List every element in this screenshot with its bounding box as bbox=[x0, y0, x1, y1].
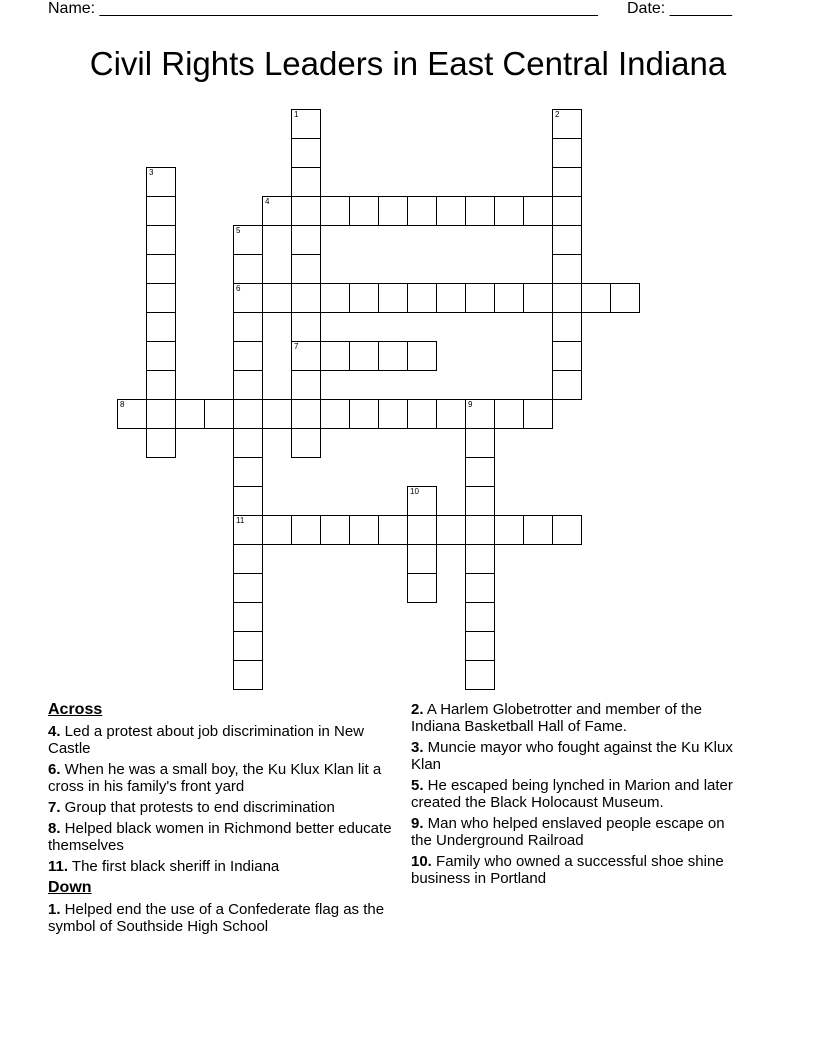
clue-number-label: 9. bbox=[411, 815, 424, 832]
grid-cell[interactable] bbox=[233, 370, 263, 400]
grid-cell[interactable] bbox=[146, 312, 176, 342]
grid-cell[interactable] bbox=[233, 486, 263, 516]
grid-cell[interactable] bbox=[552, 254, 582, 284]
grid-cell[interactable] bbox=[146, 283, 176, 313]
grid-cell[interactable] bbox=[175, 399, 205, 429]
grid-cell[interactable] bbox=[465, 457, 495, 487]
clue-number: 11 bbox=[236, 516, 245, 525]
clue-number-label: 8. bbox=[48, 820, 61, 837]
grid-cell[interactable] bbox=[291, 196, 321, 226]
grid-cell[interactable] bbox=[465, 515, 495, 545]
grid-cell[interactable] bbox=[320, 283, 350, 313]
grid-cell[interactable] bbox=[233, 660, 263, 690]
grid-cell[interactable] bbox=[291, 109, 321, 139]
grid-cell[interactable] bbox=[436, 196, 466, 226]
clue-item bbox=[411, 853, 741, 887]
grid-cell[interactable] bbox=[407, 573, 437, 603]
clue-item bbox=[411, 739, 741, 773]
grid-cell[interactable] bbox=[378, 196, 408, 226]
grid-cell[interactable] bbox=[233, 399, 263, 429]
grid-cell[interactable] bbox=[320, 515, 350, 545]
grid-cell[interactable] bbox=[146, 399, 176, 429]
grid-cell[interactable] bbox=[378, 283, 408, 313]
grid-cell[interactable] bbox=[581, 283, 611, 313]
grid-cell[interactable] bbox=[320, 341, 350, 371]
grid-cell[interactable] bbox=[262, 515, 292, 545]
grid-cell[interactable] bbox=[146, 196, 176, 226]
grid-cell[interactable] bbox=[407, 515, 437, 545]
down-clue-list-left bbox=[48, 901, 393, 935]
clue-number-label: 5. bbox=[411, 777, 424, 794]
grid-cell[interactable] bbox=[233, 515, 263, 545]
name-field[interactable]: Name: ________________________________________________________ bbox=[48, 0, 598, 17]
grid-cell[interactable] bbox=[233, 573, 263, 603]
grid-cell[interactable] bbox=[552, 138, 582, 168]
grid-cell[interactable] bbox=[610, 283, 640, 313]
grid-cell[interactable] bbox=[523, 283, 553, 313]
grid-cell[interactable] bbox=[146, 254, 176, 284]
clue-text: Led a protest about job discrimination in New Castle bbox=[48, 723, 365, 757]
grid-cell[interactable] bbox=[291, 138, 321, 168]
clue-number: 7 bbox=[294, 342, 299, 351]
clue-text: Muncie mayor who fought against the Ku Klux Klan bbox=[411, 739, 733, 773]
grid-cell[interactable] bbox=[291, 341, 321, 371]
grid-cell[interactable] bbox=[407, 283, 437, 313]
grid-cell[interactable] bbox=[465, 544, 495, 574]
grid-cell[interactable] bbox=[407, 399, 437, 429]
grid-cell[interactable] bbox=[407, 196, 437, 226]
grid-cell[interactable] bbox=[233, 602, 263, 632]
grid-cell[interactable] bbox=[146, 225, 176, 255]
grid-cell[interactable] bbox=[320, 196, 350, 226]
grid-cell[interactable] bbox=[436, 283, 466, 313]
grid-cell[interactable] bbox=[552, 167, 582, 197]
date-field[interactable]: Date: _______ bbox=[627, 0, 732, 17]
clue-item bbox=[48, 723, 393, 757]
grid-cell[interactable] bbox=[291, 254, 321, 284]
clues-right-column bbox=[411, 701, 741, 891]
grid-cell[interactable] bbox=[407, 544, 437, 574]
grid-cell[interactable] bbox=[494, 196, 524, 226]
grid-cell[interactable] bbox=[552, 370, 582, 400]
grid-cell[interactable] bbox=[552, 196, 582, 226]
clue-item bbox=[48, 761, 393, 795]
clue-item bbox=[411, 777, 741, 811]
grid-cell[interactable] bbox=[349, 515, 379, 545]
grid-cell[interactable] bbox=[233, 341, 263, 371]
clue-number-label: 10. bbox=[411, 853, 432, 870]
clue-text: Family who owned a successful shoe shine business in Portland bbox=[411, 853, 724, 887]
clue-number: 6 bbox=[236, 284, 241, 293]
grid-cell[interactable] bbox=[436, 515, 466, 545]
grid-cell[interactable] bbox=[291, 225, 321, 255]
clue-number: 3 bbox=[149, 168, 154, 177]
grid-cell[interactable] bbox=[291, 312, 321, 342]
grid-cell[interactable] bbox=[204, 399, 234, 429]
grid-cell[interactable] bbox=[552, 312, 582, 342]
grid-cell[interactable] bbox=[146, 167, 176, 197]
grid-cell[interactable] bbox=[262, 399, 292, 429]
clue-text: Helped end the use of a Confederate flag as the symbol of Southside High School bbox=[48, 901, 385, 935]
grid-cell[interactable] bbox=[291, 370, 321, 400]
clue-number-label: 7. bbox=[48, 799, 61, 816]
grid-cell[interactable] bbox=[117, 399, 147, 429]
down-clue-list-right bbox=[411, 701, 741, 887]
grid-cell[interactable] bbox=[291, 399, 321, 429]
grid-cell[interactable] bbox=[465, 428, 495, 458]
clue-number-label: 11. bbox=[48, 858, 69, 875]
clue-number-label: 4. bbox=[48, 723, 61, 740]
page-title: Civil Rights Leaders in East Central Indiana bbox=[89, 45, 727, 82]
grid-cell[interactable] bbox=[262, 196, 292, 226]
clue-item bbox=[48, 901, 393, 935]
grid-cell[interactable] bbox=[552, 341, 582, 371]
grid-cell[interactable] bbox=[407, 341, 437, 371]
grid-cell[interactable] bbox=[378, 515, 408, 545]
down-heading: Down bbox=[48, 879, 92, 896]
grid-cell[interactable] bbox=[349, 196, 379, 226]
grid-cell[interactable] bbox=[436, 399, 466, 429]
clue-text: He escaped being lynched in Marion and later created the Black Holocaust Museum. bbox=[411, 777, 733, 811]
clue-text: Man who helped enslaved people escape on the Underground Railroad bbox=[411, 815, 725, 849]
grid-cell[interactable] bbox=[349, 341, 379, 371]
grid-cell[interactable] bbox=[465, 631, 495, 661]
grid-cell[interactable] bbox=[146, 428, 176, 458]
grid-cell[interactable] bbox=[233, 283, 263, 313]
clue-number: 2 bbox=[555, 110, 560, 119]
grid-cell[interactable] bbox=[465, 283, 495, 313]
grid-cell[interactable] bbox=[523, 399, 553, 429]
grid-cell[interactable] bbox=[523, 515, 553, 545]
grid-cell[interactable] bbox=[465, 486, 495, 516]
grid-cell[interactable] bbox=[233, 457, 263, 487]
grid-cell[interactable] bbox=[233, 225, 263, 255]
grid-cell[interactable] bbox=[407, 486, 437, 516]
clue-text: Helped black women in Richmond better educate themselves bbox=[48, 820, 392, 854]
clue-text: When he was a small boy, the Ku Klux Klan lit a cross in his family's front yard bbox=[48, 761, 382, 795]
grid-cell[interactable] bbox=[291, 515, 321, 545]
clue-number: 1 bbox=[294, 110, 299, 119]
grid-cell[interactable] bbox=[465, 399, 495, 429]
grid-cell[interactable] bbox=[233, 631, 263, 661]
clue-item bbox=[411, 815, 741, 849]
clue-number: 9 bbox=[468, 400, 473, 409]
grid-cell[interactable] bbox=[262, 283, 292, 313]
clues-left-column bbox=[48, 701, 393, 939]
grid-cell[interactable] bbox=[349, 399, 379, 429]
grid-cell[interactable] bbox=[233, 544, 263, 574]
grid-cell[interactable] bbox=[494, 515, 524, 545]
clue-item bbox=[48, 799, 393, 816]
grid-cell[interactable] bbox=[465, 573, 495, 603]
grid-cell[interactable] bbox=[378, 341, 408, 371]
grid-cell[interactable] bbox=[552, 515, 582, 545]
grid-cell[interactable] bbox=[291, 167, 321, 197]
grid-cell[interactable] bbox=[494, 283, 524, 313]
grid-cell[interactable] bbox=[146, 370, 176, 400]
across-heading: Across bbox=[48, 701, 103, 718]
grid-cell[interactable] bbox=[233, 312, 263, 342]
clue-number-label: 2. bbox=[411, 701, 424, 718]
grid-cell[interactable] bbox=[291, 428, 321, 458]
grid-cell[interactable] bbox=[233, 428, 263, 458]
grid-cell[interactable] bbox=[552, 283, 582, 313]
grid-cell[interactable] bbox=[378, 399, 408, 429]
clue-number: 10 bbox=[410, 487, 419, 496]
grid-cell[interactable] bbox=[552, 109, 582, 139]
grid-cell[interactable] bbox=[320, 399, 350, 429]
grid-cell[interactable] bbox=[465, 660, 495, 690]
grid-cell[interactable] bbox=[494, 399, 524, 429]
clue-text: Group that protests to end discrimination bbox=[60, 799, 335, 816]
clue-item bbox=[48, 858, 393, 875]
grid-cell[interactable] bbox=[465, 196, 495, 226]
clue-number-label: 3. bbox=[411, 739, 424, 756]
grid-cell[interactable] bbox=[465, 602, 495, 632]
clue-text: The first black sheriff in Indiana bbox=[68, 858, 280, 875]
clue-number-label: 1. bbox=[48, 901, 61, 918]
clue-number-label: 6. bbox=[48, 761, 61, 778]
grid-cell[interactable] bbox=[552, 225, 582, 255]
across-clue-list bbox=[48, 723, 393, 875]
clue-item bbox=[411, 701, 741, 735]
clue-number: 5 bbox=[236, 226, 241, 235]
clue-text: A Harlem Globetrotter and member of the Indiana Basketball Hall of Fame. bbox=[411, 701, 702, 735]
grid-cell[interactable] bbox=[349, 283, 379, 313]
grid-cell[interactable] bbox=[291, 283, 321, 313]
grid-cell[interactable] bbox=[233, 254, 263, 284]
clue-item bbox=[48, 820, 393, 854]
grid-cell[interactable] bbox=[146, 341, 176, 371]
grid-cell[interactable] bbox=[523, 196, 553, 226]
clue-number: 4 bbox=[265, 197, 270, 206]
clue-number: 8 bbox=[120, 400, 125, 409]
